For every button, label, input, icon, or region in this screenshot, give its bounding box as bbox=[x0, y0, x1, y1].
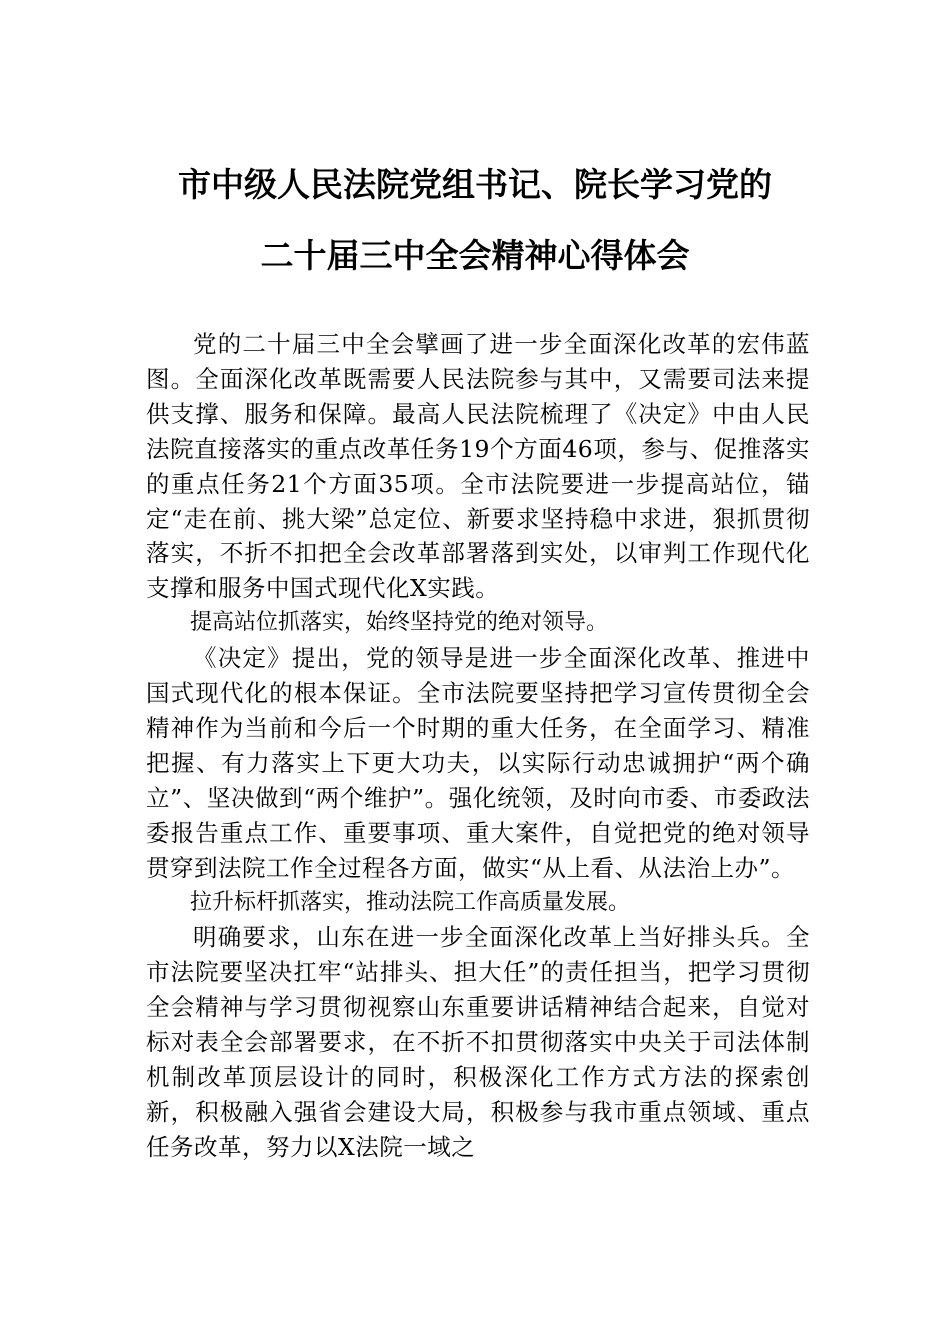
section-heading-2: 拉升标杆抓落实，推动法院工作高质量发展。 bbox=[190, 889, 631, 915]
body-paragraph-3: 明确要求，山东在进一步全面深化改革上当好排头兵。全市法院要坚决扛牢“站排头、担大任”的责任担当，把学习贯彻全会精神与学习贯彻视察山东重要讲话精神结合起来，自觉对标对表全会部署要求，在不折不扣贯彻落实中央关于司法体制机制改革顶层设计的同时，积极深化工作方式方法的探索创新，积极融入强省会建设大局，积极参与我市重点领域、重点任务改革，努力以X法院一域之 bbox=[146, 923, 810, 1161]
document-body bbox=[146, 327, 810, 1165]
section-heading-1: 提高站位抓落实，始终坚持党的绝对领导。 bbox=[190, 610, 609, 636]
body-paragraph-2: 《决定》提出，党的领导是进一步全面深化改革、推进中国式现代化的根本保证。全市法院要坚持把学习宣传贯彻全会精神作为当前和今后一个时期的重大任务，在全面学习、精准把握、有力落实上下更大功夫，以实际行动忠诚拥护“两个确立”、坚决做到“两个维护”。强化统领，及时向市委、市委政法委报告重点工作、重要事项、重大案件，自觉把党的绝对领导贯穿到法院工作全过程各方面，做实“从上看、从法治上办”。 bbox=[146, 644, 810, 882]
body-paragraph-1: 党的二十届三中全会擘画了进一步全面深化改革的宏伟蓝图。全面深化改革既需要人民法院参与其中，又需要司法来提供支撑、服务和保障。最高人民法院梳理了《决定》中由人民法院直接落实的重点改革任务19个方面46项，参与、促推落实的重点任务21个方面35项。全市法院要进一步提高站位，锚定“走在前、挑大梁”总定位、新要求坚持稳中求进，狠抓贯彻落实，不折不扣把全会改革部署落到实处，以审判工作现代化支撑和服务中国式现代化X实践。 bbox=[146, 330, 810, 603]
document-title-line-2: 二十届三中全会精神心得体会 bbox=[260, 236, 690, 275]
document-title-line-1: 市中级人民法院党组书记、院长学习党的 bbox=[178, 165, 772, 204]
